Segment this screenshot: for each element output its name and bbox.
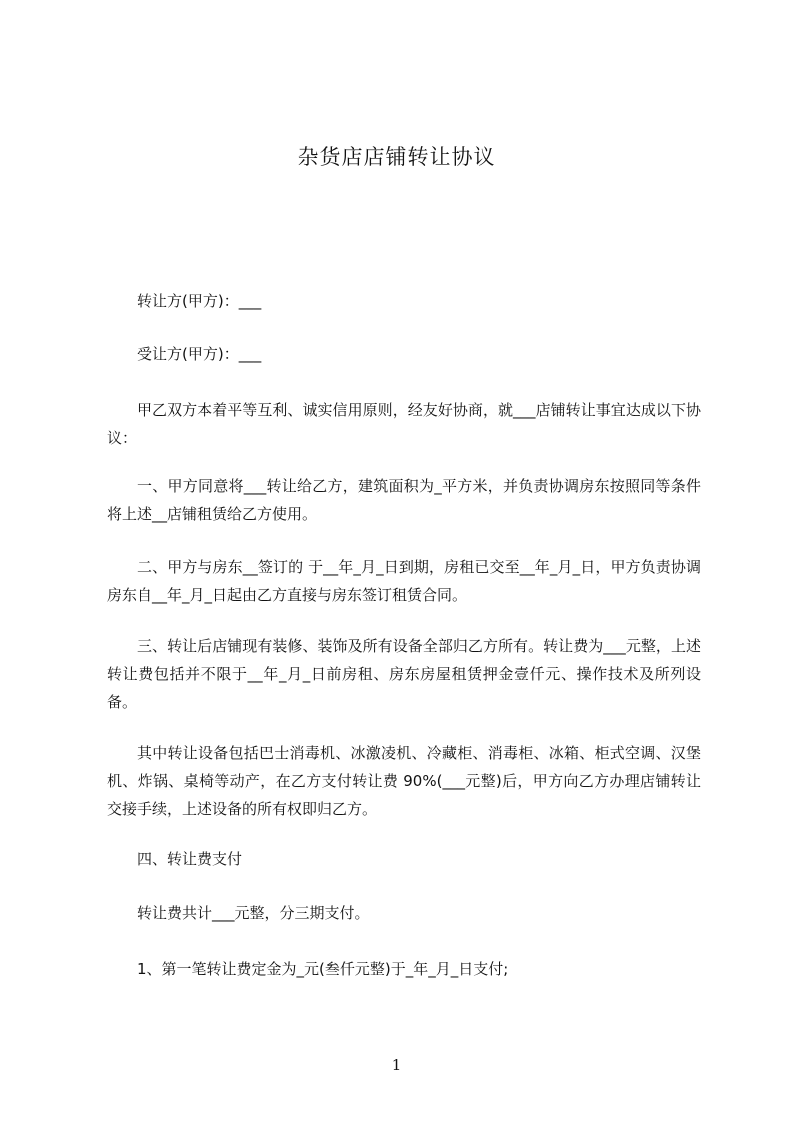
paragraph-transferor: 转让方(甲方)：___: [137, 292, 262, 310]
paragraph-clause-3: 三、转让后店铺现有装修、装饰及所有设备全部归乙方所有。转让费为___元整，上述转让费包括并不限于__年_月_日前房租、房东房屋租赁押金壹仟元、操作技术及所列设备。: [107, 637, 701, 711]
page-number: 1: [391, 1056, 402, 1074]
paragraph-clause-4-heading: 四、转让费支付: [137, 850, 243, 868]
paragraph-clause-2: 二、甲方与房东__签订的 于__年_月_日到期，房租已交至__年_月_日，甲方负责协调房东自__年_月_日起由乙方直接与房东签订租赁合同。: [107, 558, 701, 604]
paragraph-clause-1: 一、甲方同意将___转让给乙方，建筑面积为_平方米，并负责协调房东按照同等条件将上述__店铺租赁给乙方使用。: [107, 477, 701, 523]
paragraph-transferee: 受让方(甲方)：___: [137, 345, 262, 363]
paragraph-payment-1: 1、第一笔转让费定金为_元(叁仟元整)于_年_月_日支付;: [137, 960, 509, 978]
paragraph-preamble: 甲乙双方本着平等互利、诚实信用原则，经友好协商，就___店铺转让事宜达成以下协议：: [107, 401, 701, 447]
document-title: 杂货店店铺转让协议: [297, 145, 496, 169]
paragraph-payment-total: 转让费共计___元整，分三期支付。: [137, 904, 370, 922]
paragraph-equipment: 其中转让设备包括巴士消毒机、冰激凌机、冷藏柜、消毒柜、冰箱、柜式空调、汉堡机、炸锅、桌椅等动产，在乙方支付转让费 90%(___元整)后，甲方向乙方办理店铺转让交接手续，上述设备的所有权即归乙方。: [107, 744, 701, 818]
